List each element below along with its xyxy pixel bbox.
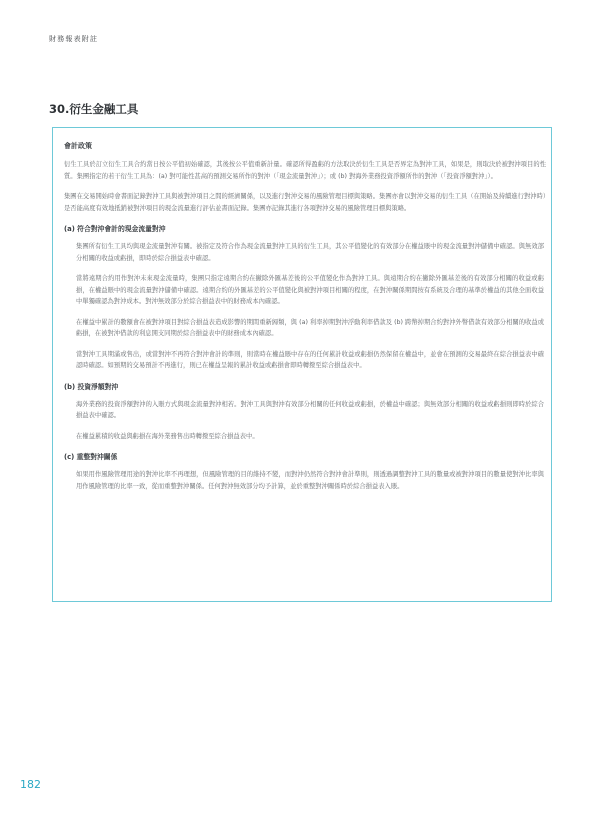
accounting-policy-box (52, 127, 552, 602)
section-title-text: 衍生金融工具 (69, 102, 139, 116)
accounting-policy-content (64, 141, 546, 501)
subsection-paragraph: 海外業務的投資淨額對沖的入賬方式與現金流量對沖相若。對沖工具與對沖有效部分相關的任何收益或虧損，於權益中確認；與無效部分相關的收益或虧損則即時於綜合損益表中確認。 (76, 400, 544, 419)
subsection-paragraph: 在權益累積的收益與虧損在海外業務售出時轉撥至綜合損益表中。 (76, 432, 259, 440)
subsection-heading-net-investment-hedge: (b) 投資淨額對沖 (64, 382, 119, 391)
subsection-heading-cash-flow-hedge: (a) 符合對沖會計的現金流量對沖 (64, 225, 166, 233)
policy-title: 會計政策 (64, 142, 92, 150)
section-number: 30. (49, 102, 70, 116)
page-number: 182 (20, 778, 41, 791)
running-header: 財務報表附註 (49, 35, 99, 43)
subsection-paragraph: 當將遠期合約用作對沖未來現金流量時，集團只指定遠期合約在撇除外匯基差後的公平值變化作為對沖工具。與遠期合約在撇除外匯基差後的有效部分相關的收益或虧損，在權益賬中的現金流量對沖儲備中確認。遠期合約的外匯基差的公平值變化與被對沖項目相關的程度，在對沖關係期間按有系統及合理的基準於權益的其他全面收益中單獨確認為對沖成本。對沖無效部分於綜合損益表中的財務成本內確認。 (76, 275, 544, 305)
subsection-paragraph: 如果用作風險管理用途的對沖比率不再理想，但風險管理的目的維持不變，而對沖仍然符合對沖會計準則，則透過調整對沖工具的數量或被對沖項目的數量使對沖比率與用作風險管理的比率一致，從而重整對沖關係。任何對沖無效部分均予計算，並於重整對沖關係時於綜合損益表入賬。 (76, 471, 544, 490)
policy-paragraph: 集團在交易開始時會書面記錄對沖工具與被對沖項目之間的經濟關係，以及進行對沖交易的風險管理目標與策略。集團亦會以對沖交易的衍生工具（在開始及持續進行對沖時）是否能高度有效地抵銷被對沖項目的現金流量進行評估並書面記錄。集團亦記錄其進行各項對沖交易的風險管理目標與策略。 (64, 193, 546, 212)
section-title (49, 101, 138, 117)
subsection-paragraph: 在權益中累計的數額會在被對沖項目對綜合損益表造成影響的期間重新歸類，與 (a) 利率掉期對沖浮動利率借款及 (b) 跨幣掉期合約對沖外幣借款有效部分相關的收益或虧損，在被對沖借款的利息開支同期於綜合損益表中的財務成本內確認。 (76, 318, 544, 337)
policy-paragraph: 衍生工具於訂立衍生工具合約當日按公平值初始確認，其後按公平值重新計量。確認所得盈虧的方法取決於衍生工具是否界定為對沖工具，如果是，則取決於被對沖項目的性質。集團指定的若干衍生工具為：(a) 對可能性甚高的預測交易所作的對沖（「現金流量對沖」）；或 (b) 對海外業務投資淨額所作的對沖（「投資淨額對沖」）。 (64, 161, 546, 180)
subsection-paragraph: 當對沖工具期滿或售出，或當對沖不再符合對沖會計的準則，則當時在權益賬中存在的任何累計收益或虧損仍然保留在權益中，並會在預測的交易最終在綜合損益表中確認時確認。如預期的交易預計不再進行，則已在權益呈報的累計收益或虧損會即時轉撥至綜合損益表中。 (76, 350, 544, 369)
subsection-heading-rebalancing: (c) 重整對沖關係 (64, 453, 118, 461)
subsection-paragraph: 集團所有衍生工具均與現金流量對沖有關。被指定及符合作為現金流量對沖工具的衍生工具，其公平值變化的有效部分在權益賬中的現金流量對沖儲備中確認。與無效部分相關的收益或虧損，即時於綜合損益表中確認。 (76, 243, 544, 262)
